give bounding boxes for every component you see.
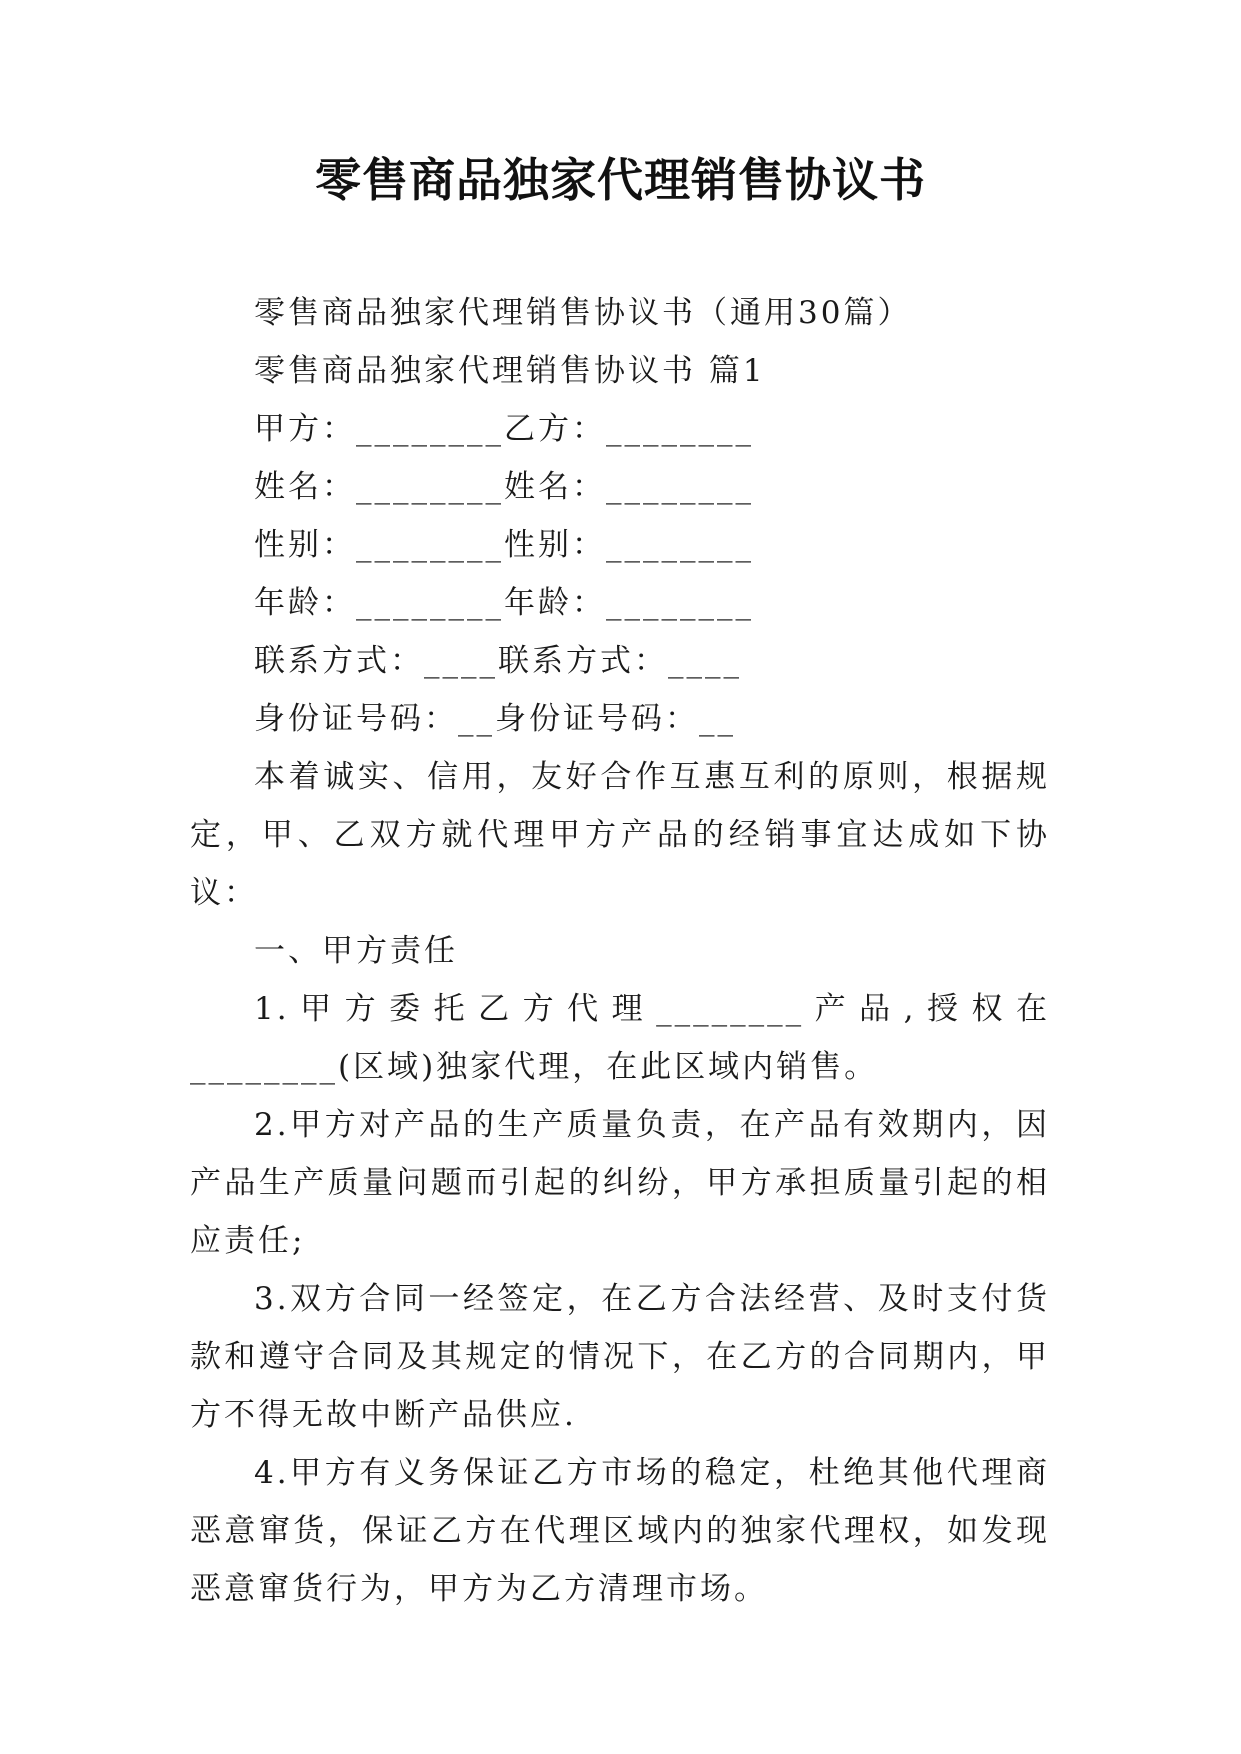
clause-3: 3.双方合同一经签定，在乙方合法经营、及时支付货款和遵守合同及其规定的情况下，在乙方的合同期内，甲方不得无故中断产品供应.: [190, 1281, 1050, 1433]
document-body: [190, 284, 1050, 1618]
subtitle-line: 零售商品独家代理销售协议书（通用30篇）: [254, 295, 912, 331]
clause-4: 4.甲方有义务保证乙方市场的稳定，杜绝其他代理商恶意窜货，保证乙方在代理区域内的独家代理权，如发现恶意窜货行为，甲方为乙方清理市场。: [190, 1455, 1050, 1607]
gender-line: 性别：________性别：________: [254, 527, 754, 563]
clause-2: 2.甲方对产品的生产质量负责，在产品有效期内，因产品生产质量问题而引起的纠纷，甲方承担质量引起的相应责任;: [190, 1107, 1050, 1259]
age-line: 年龄：________年龄：________: [254, 585, 754, 621]
id-number-line: 身份证号码：__身份证号码：__: [254, 701, 736, 737]
name-line: 姓名：________姓名：________: [254, 469, 754, 505]
preamble-paragraph: 本着诚实、信用，友好合作互惠互利的原则，根据规定，甲、乙双方就代理甲方产品的经销事宜达成如下协议：: [190, 759, 1050, 911]
clause-1: 1.甲方委托乙方代理________产品,授权在________(区域)独家代理，在此区域内销售。: [190, 991, 1050, 1085]
contact-line: 联系方式：____联系方式：____: [254, 643, 742, 679]
party-line: 甲方：________乙方：________: [254, 411, 754, 447]
document-title: 零售商品独家代理销售协议书: [315, 153, 926, 207]
section-heading: 零售商品独家代理销售协议书 篇1: [254, 353, 766, 389]
party-a-duties-heading: 一、甲方责任: [254, 933, 458, 969]
